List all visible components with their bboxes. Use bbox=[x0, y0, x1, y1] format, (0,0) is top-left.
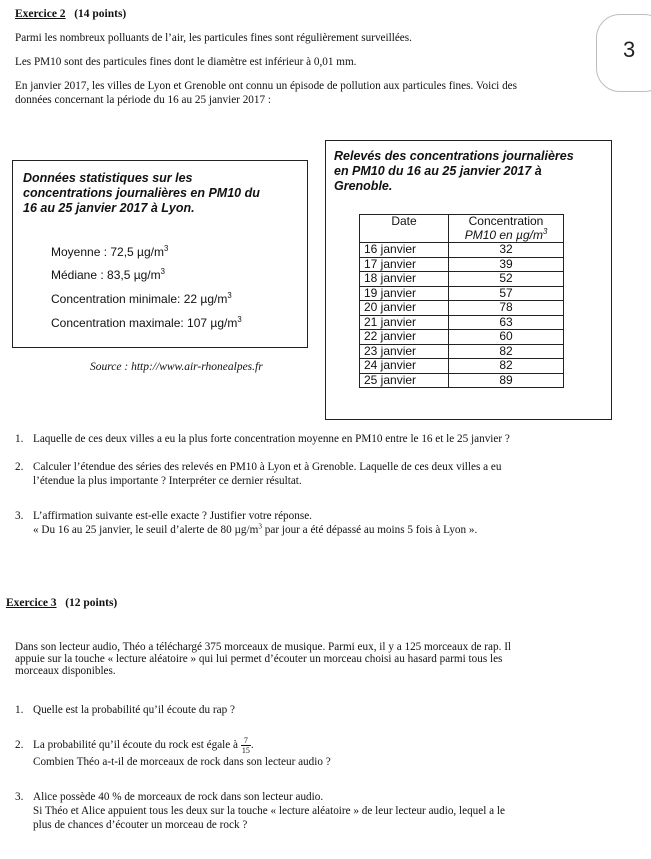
table-row bbox=[360, 359, 564, 374]
intro-line: Les PM10 sont des particules fines dont le diamètre est inférieur à 0,01 mm. bbox=[15, 56, 357, 68]
lyon-box-title-line: concentrations journalières en PM10 du bbox=[23, 186, 260, 200]
concentration-cell: 32 bbox=[449, 243, 564, 258]
exercise-2-intro bbox=[15, 31, 615, 107]
page-number: 3 bbox=[623, 37, 636, 62]
ex2-question-2: 2. Calculer l’étendue des séries des relevés en PM10 à Lyon et à Grenoble. Laquelle de ces deux villes a eu l’étendue la plus importante ? Interpréter ce dernier résultat. bbox=[15, 461, 502, 487]
lyon-stat-mean: Moyenne : 72,5 $\mu g/m^3$ bbox=[51, 244, 169, 259]
page-number-badge bbox=[596, 14, 651, 92]
exercise-2-points: (14 points) bbox=[74, 8, 127, 20]
lyon-stat-max: Concentration maximale: 107 $\mu g/m^3$ bbox=[51, 315, 242, 330]
ex3-question-1: 1. Quelle est la probabilité qu’il écoute du rap ? bbox=[15, 704, 235, 716]
concentration-cell: 82 bbox=[449, 344, 564, 359]
exercise-2-title: Exercice 2 bbox=[15, 8, 66, 20]
lyon-box-title-line: Données statistiques sur les bbox=[23, 171, 193, 185]
concentration-cell: 39 bbox=[449, 257, 564, 272]
table-row bbox=[360, 373, 564, 388]
ex2-question-3: 3. L’affirmation suivante est-elle exacte ? Justifier votre réponse. « Du 16 au 25 janvier, le seuil d’alerte de 80 $\mu g/m^3$ par jour a été dépassé au moins 5 fois à Lyon ». bbox=[15, 510, 478, 536]
exercise-3-points: (12 points) bbox=[65, 597, 118, 609]
table-row bbox=[360, 301, 564, 316]
intro-line: En janvier 2017, les villes de Lyon et Grenoble ont connu un épisode de pollution aux particules fines. Voici des bbox=[15, 80, 517, 92]
date-cell: 22 janvier bbox=[360, 330, 449, 345]
exercise-2-heading bbox=[15, 8, 126, 20]
intro-line: Dans son lecteur audio, Théo a téléchargé 375 morceaux de musique. Parmi eux, il y a 125 morceaux de rap. Il bbox=[15, 641, 512, 653]
grenoble-table bbox=[359, 214, 564, 388]
date-cell: 24 janvier bbox=[360, 359, 449, 374]
concentration-cell: 78 bbox=[449, 301, 564, 316]
lyon-box-title bbox=[23, 171, 260, 216]
lyon-box-title-line: 16 au 25 janvier 2017 à Lyon. bbox=[23, 201, 195, 215]
table-row bbox=[360, 315, 564, 330]
concentration-cell: 57 bbox=[449, 286, 564, 301]
date-cell: 18 janvier bbox=[360, 272, 449, 287]
column-header-date: Date bbox=[360, 215, 449, 243]
table-row bbox=[360, 257, 564, 272]
lyon-stats-box bbox=[12, 160, 308, 348]
table-row bbox=[360, 243, 564, 258]
grenoble-box bbox=[325, 140, 612, 420]
grenoble-box-title-line: en PM10 du 16 au 25 janvier 2017 à bbox=[334, 164, 542, 178]
concentration-cell: 63 bbox=[449, 315, 564, 330]
table-row bbox=[360, 272, 564, 287]
lyon-stat-median: Médiane : 83,5 $\mu g/m^3$ bbox=[51, 267, 165, 282]
date-cell: 21 janvier bbox=[360, 315, 449, 330]
lyon-stat-min: Concentration minimale: 22 $\mu g/m^3$ bbox=[51, 291, 232, 306]
column-header-concentration: Concentration PM10 en $\mu g/m^3$ bbox=[449, 215, 564, 243]
concentration-cell: 60 bbox=[449, 330, 564, 345]
intro-line: morceaux disponibles. bbox=[15, 665, 116, 677]
fraction-seven-fifteenths: $\frac{7}{15}$ bbox=[241, 736, 250, 755]
date-cell: 23 janvier bbox=[360, 344, 449, 359]
grenoble-box-title-line: Relevés des concentrations journalières bbox=[334, 149, 574, 163]
date-cell: 25 janvier bbox=[360, 373, 449, 388]
source-citation: Source : http://www.air-rhonealpes.fr bbox=[90, 361, 263, 373]
intro-line: appuie sur la touche « lecture aléatoire » qui lui permet d’écouter un morceau choisi au hasard parmi tous les bbox=[15, 653, 503, 665]
concentration-cell: 89 bbox=[449, 373, 564, 388]
ex3-question-2: 2. La probabilité qu’il écoute du rock est égale à $\frac{7}{15}$ . Combien Théo a-t-il de morceaux de rock dans son lecteur audio ? bbox=[15, 736, 331, 768]
date-cell: 19 janvier bbox=[360, 286, 449, 301]
concentration-cell: 52 bbox=[449, 272, 564, 287]
table-row bbox=[360, 344, 564, 359]
exercise-3-title: Exercice 3 bbox=[6, 597, 57, 609]
exercise-3-intro bbox=[15, 641, 635, 677]
date-cell: 16 janvier bbox=[360, 243, 449, 258]
table-header-row bbox=[360, 215, 564, 243]
grenoble-box-title bbox=[334, 149, 574, 194]
date-cell: 17 janvier bbox=[360, 257, 449, 272]
grenoble-box-title-line: Grenoble. bbox=[334, 179, 393, 193]
intro-line: Parmi les nombreux polluants de l’air, les particules fines sont régulièrement surveillées. bbox=[15, 32, 412, 44]
date-cell: 20 janvier bbox=[360, 301, 449, 316]
ex3-question-3: 3. Alice possède 40 % de morceaux de rock dans son lecteur audio. Si Théo et Alice appuient tous les deux sur la touche « lecture aléatoire » de leur lecteur audio, lequel a le plus de chances d’écouter un morceau de rock ? bbox=[15, 791, 505, 831]
table-row bbox=[360, 330, 564, 345]
concentration-cell: 82 bbox=[449, 359, 564, 374]
intro-line: données concernant la période du 16 au 25 janvier 2017 : bbox=[15, 94, 271, 106]
table-row bbox=[360, 286, 564, 301]
exercise-3-heading bbox=[6, 597, 117, 609]
ex2-question-1: 1. Laquelle de ces deux villes a eu la plus forte concentration moyenne en PM10 entre le 16 et le 25 janvier ? bbox=[15, 433, 510, 445]
